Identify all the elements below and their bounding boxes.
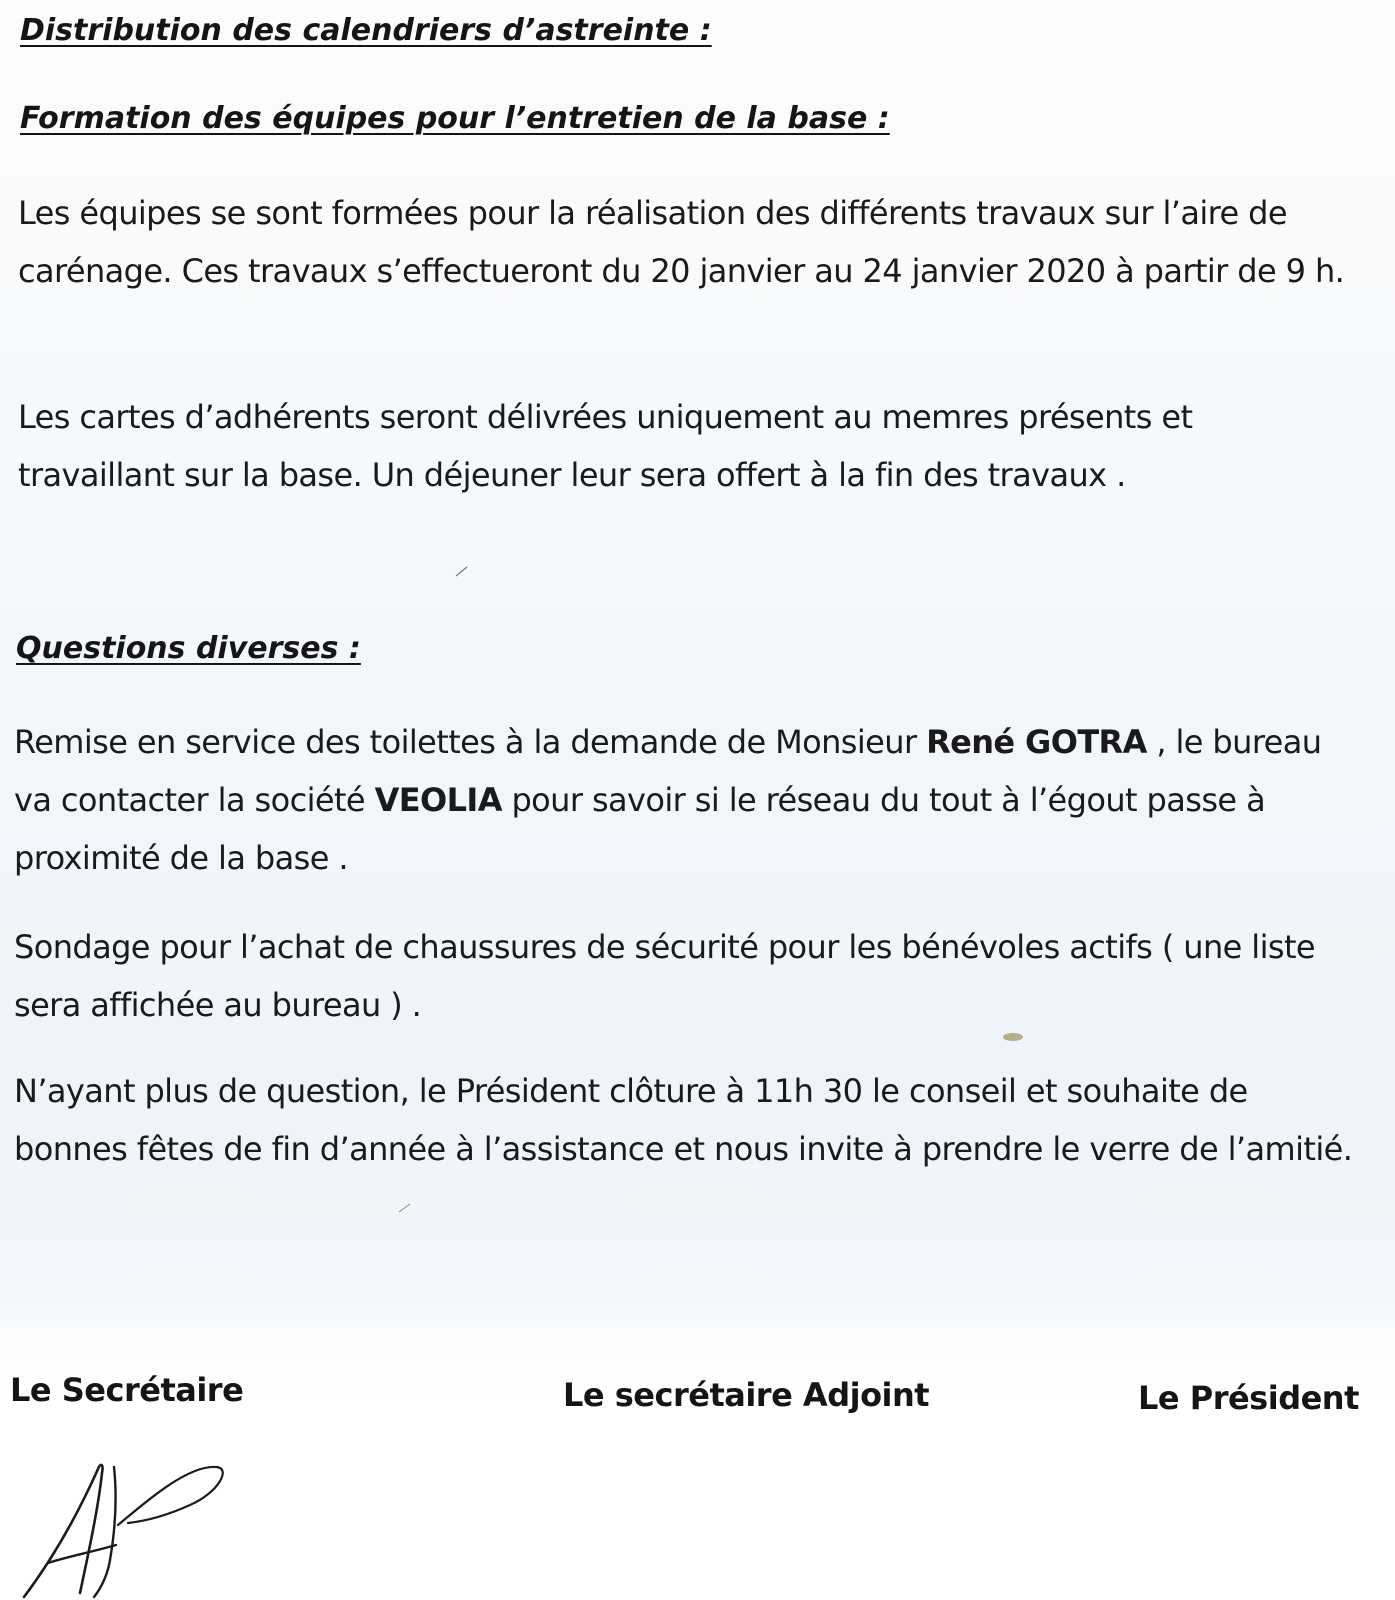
signature-title-secretaire: Le Secrétaire — [10, 1371, 244, 1409]
questions-p1-text-b: , le bureau va contacter la société — [14, 723, 1322, 819]
questions-paragraph-1 — [14, 713, 1359, 887]
signature-title-adjoint: Le secrétaire Adjoint — [563, 1376, 930, 1414]
company-name: VEOLIA — [374, 781, 502, 819]
heading-questions: Questions diverses : — [16, 631, 361, 666]
heading-formation: Formation des équipes pour l’entretien de la base : — [20, 101, 890, 136]
paper-speck — [1000, 1030, 1026, 1044]
questions-paragraph-2: Sondage pour l’achat de chaussures de sécurité pour les bénévoles actifs ( une liste sera affichée au bureau ) . — [14, 928, 1315, 1024]
questions-paragraph-3: N’ayant plus de question, le Président clôture à 11h 30 le conseil et souhaite de bonnes fêtes de fin d’année à l’assistance et nous invite à prendre le verre de l’amitié. — [14, 1072, 1353, 1168]
paper-speck — [455, 565, 469, 577]
paper-speck — [398, 1203, 412, 1213]
formation-paragraph-2: Les cartes d’adhérents seront délivrées uniquement au memres présents et travaillant sur la base. Un déjeuner leur sera offert à la fin des travaux . — [18, 398, 1193, 494]
person-name: René GOTRA — [926, 723, 1147, 761]
formation-paragraph-1: Les équipes se sont formées pour la réalisation des différents travaux sur l’aire de carénage. Ces travaux s’effectueront du 20 janvier au 24 janvier 2020 à partir de 9 h. — [18, 194, 1345, 290]
handwritten-signature — [18, 1455, 228, 1600]
questions-p1-text-c: pour savoir si le réseau du tout à l’égout passe à proximité de la base . — [14, 781, 1266, 877]
heading-calendriers: Distribution des calendriers d’astreinte : — [20, 13, 712, 48]
questions-p1-text-a: Remise en service des toilettes à la demande de Monsieur — [14, 723, 927, 761]
signature-title-president: Le Président — [1138, 1379, 1359, 1417]
